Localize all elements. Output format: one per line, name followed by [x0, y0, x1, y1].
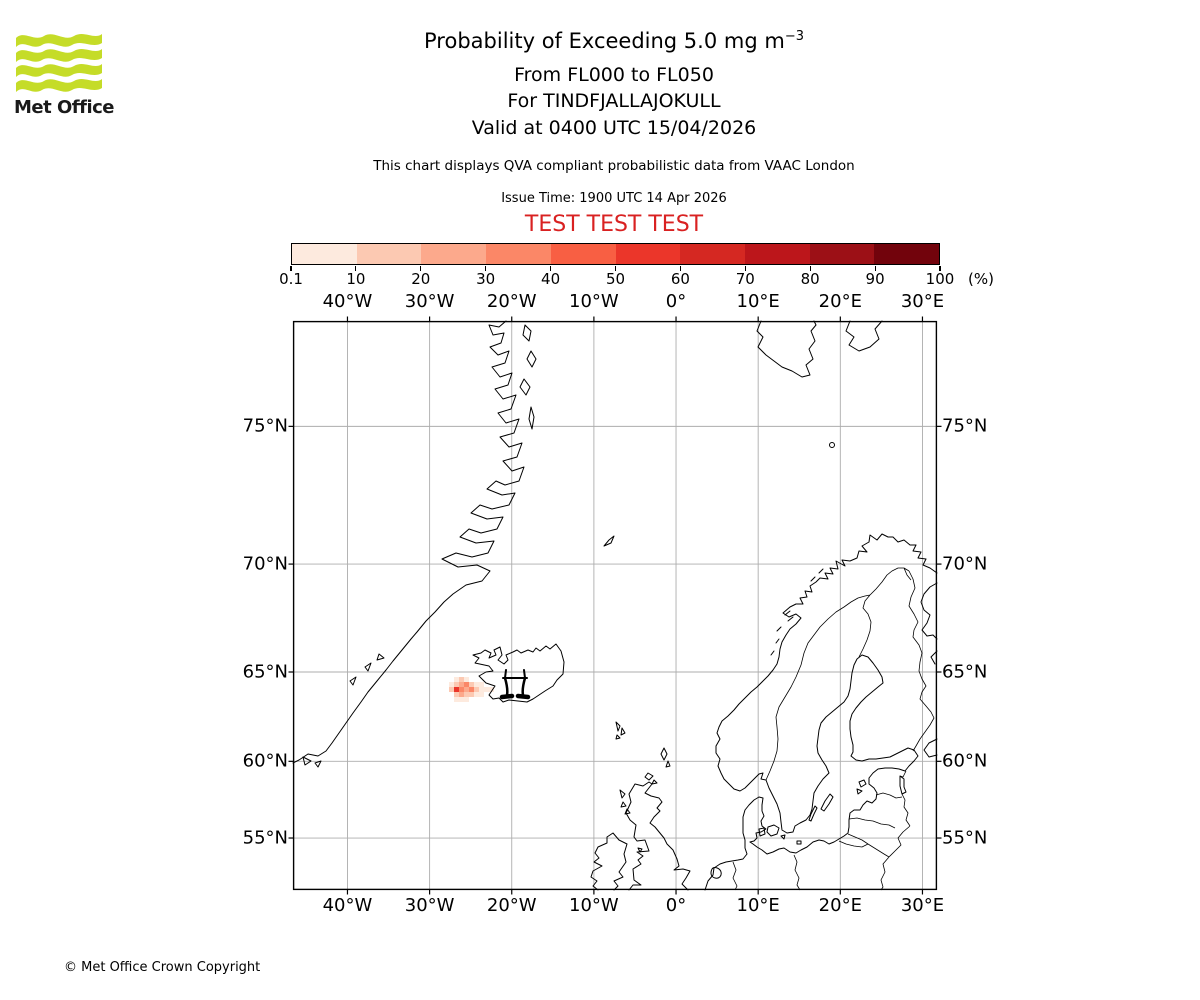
- colorbar-tick-label: 100: [925, 270, 955, 288]
- lat-label-left: 65°N: [242, 661, 288, 683]
- lon-label-top: 40°W: [322, 291, 373, 312]
- colorbar-tick-label: 20: [411, 270, 431, 288]
- ash-cell: [459, 697, 464, 702]
- lon-label-bottom: 20°W: [486, 895, 537, 916]
- coast-kola-whitesea-lakes: [900, 583, 937, 794]
- lat-label-right: 65°N: [942, 661, 988, 683]
- axis-ticks: [289, 317, 942, 895]
- lon-label-bottom: 30°E: [900, 895, 945, 916]
- lon-label-top: 10°W: [569, 291, 619, 312]
- ash-cell: [469, 682, 474, 687]
- coast-iceland: [473, 644, 564, 702]
- coast-svalbard: [757, 321, 882, 377]
- coast-greenland: [293, 321, 524, 763]
- lat-label-left: 75°N: [242, 415, 288, 437]
- coast-great-britain: [626, 782, 690, 890]
- lon-label-top: 30°E: [900, 291, 945, 312]
- colorbar-tick-label: 60: [670, 270, 690, 288]
- ash-cell: [464, 687, 469, 692]
- coast-faroe-islands: [616, 722, 625, 739]
- colorbar-tick-label: 30: [476, 270, 496, 288]
- ash-cell: [449, 682, 454, 687]
- ash-cell: [459, 692, 464, 697]
- ash-cell: [474, 692, 479, 697]
- lon-label-bottom: 10°W: [569, 895, 619, 916]
- ash-cell: [479, 682, 484, 687]
- lat-label-right: 60°N: [942, 750, 988, 772]
- ash-cell: [479, 692, 484, 697]
- met-office-logo-text: Met Office: [14, 97, 115, 118]
- coast-jan-mayen: [604, 536, 614, 546]
- colorbar-unit-label: (%): [968, 270, 994, 288]
- lon-label-bottom: 0°: [665, 895, 687, 916]
- ash-cell: [459, 682, 464, 687]
- ash-cell: [454, 677, 459, 682]
- ash-cell: [474, 682, 479, 687]
- colorbar-segment: [421, 244, 486, 264]
- colorbar-segment: [745, 244, 810, 264]
- colorbar-tick-label: 70: [735, 270, 755, 288]
- graticule-gridlines: [293, 321, 937, 890]
- lon-label-bottom: 40°W: [322, 895, 373, 916]
- coast-ireland: [591, 833, 627, 890]
- lon-label-bottom: 30°W: [404, 895, 455, 916]
- subtitle-valid-time: Valid at 0400 UTC 15/04/2026: [471, 117, 757, 139]
- ash-cell: [474, 687, 479, 692]
- subtitle-volcano: For TINDFJALLAJOKULL: [507, 90, 721, 112]
- ash-cell: [449, 687, 454, 692]
- volcano-marker: [502, 670, 528, 697]
- qva-disclaimer: This chart displays QVA compliant probabilistic data from VAAC London: [373, 158, 855, 174]
- ash-cell: [459, 687, 464, 692]
- coast-baltic-islands: [711, 780, 866, 878]
- ash-cell: [464, 682, 469, 687]
- probability-colorbar: [291, 243, 940, 265]
- lon-label-top: 30°W: [404, 291, 455, 312]
- ash-cell: [464, 677, 469, 682]
- lat-label-right: 55°N: [942, 827, 988, 849]
- colorbar-segment: [874, 244, 939, 264]
- colorbar-segment: [680, 244, 745, 264]
- coast-bear-island: [830, 443, 835, 448]
- coast-jutland-northsea: [705, 797, 766, 890]
- colorbar-tick-label: 90: [865, 270, 885, 288]
- lon-label-top: 20°W: [486, 291, 537, 312]
- test-banner: TEST TEST TEST: [524, 212, 704, 237]
- lon-label-top: 20°E: [818, 291, 862, 312]
- lat-label-right: 70°N: [942, 553, 988, 575]
- ash-cell: [464, 692, 469, 697]
- map-canvas: [293, 321, 937, 890]
- colorbar-segment: [616, 244, 681, 264]
- copyright-notice: © Met Office Crown Copyright: [64, 960, 261, 975]
- colorbar-tick-label: 0.1: [279, 270, 303, 288]
- ash-cell: [484, 687, 489, 692]
- lon-label-bottom: 20°E: [818, 895, 862, 916]
- colorbar-segment: [357, 244, 422, 264]
- colorbar-segment: [486, 244, 551, 264]
- colorbar-segment: [292, 244, 357, 264]
- lat-label-left: 70°N: [242, 553, 288, 575]
- lat-label-left: 60°N: [242, 750, 288, 772]
- colorbar-tick-label: 80: [800, 270, 820, 288]
- colorbar-segment: [810, 244, 875, 264]
- ash-probability-cells: [449, 677, 494, 702]
- lon-label-bottom: 10°E: [736, 895, 780, 916]
- ash-cell: [454, 697, 459, 702]
- page-title: Probability of Exceeding 5.0 mg $m^{-3}$: [424, 29, 804, 53]
- ash-cell: [454, 687, 459, 692]
- colorbar-tick-label: 10: [346, 270, 366, 288]
- ash-cell: [469, 692, 474, 697]
- lon-label-top: 10°E: [736, 291, 780, 312]
- lat-label-left: 55°N: [242, 827, 288, 849]
- colorbar-tick-label: 40: [541, 270, 561, 288]
- issue-time: Issue Time: 1900 UTC 14 Apr 2026: [501, 191, 727, 206]
- colorbar-tick-label: 50: [605, 270, 626, 288]
- subtitle-flight-levels: From FL000 to FL050: [514, 64, 714, 86]
- ash-cell: [454, 692, 459, 697]
- coast-norway-skerries: [771, 569, 823, 655]
- lon-label-top: 0°: [665, 291, 687, 312]
- title-exponent: −3: [784, 29, 804, 44]
- ash-cell: [454, 682, 459, 687]
- ash-cell: [479, 687, 484, 692]
- lat-label-right: 75°N: [942, 415, 988, 437]
- ash-cell: [459, 677, 464, 682]
- ash-cell: [469, 687, 474, 692]
- colorbar-segment: [551, 244, 616, 264]
- ash-cell: [464, 697, 469, 702]
